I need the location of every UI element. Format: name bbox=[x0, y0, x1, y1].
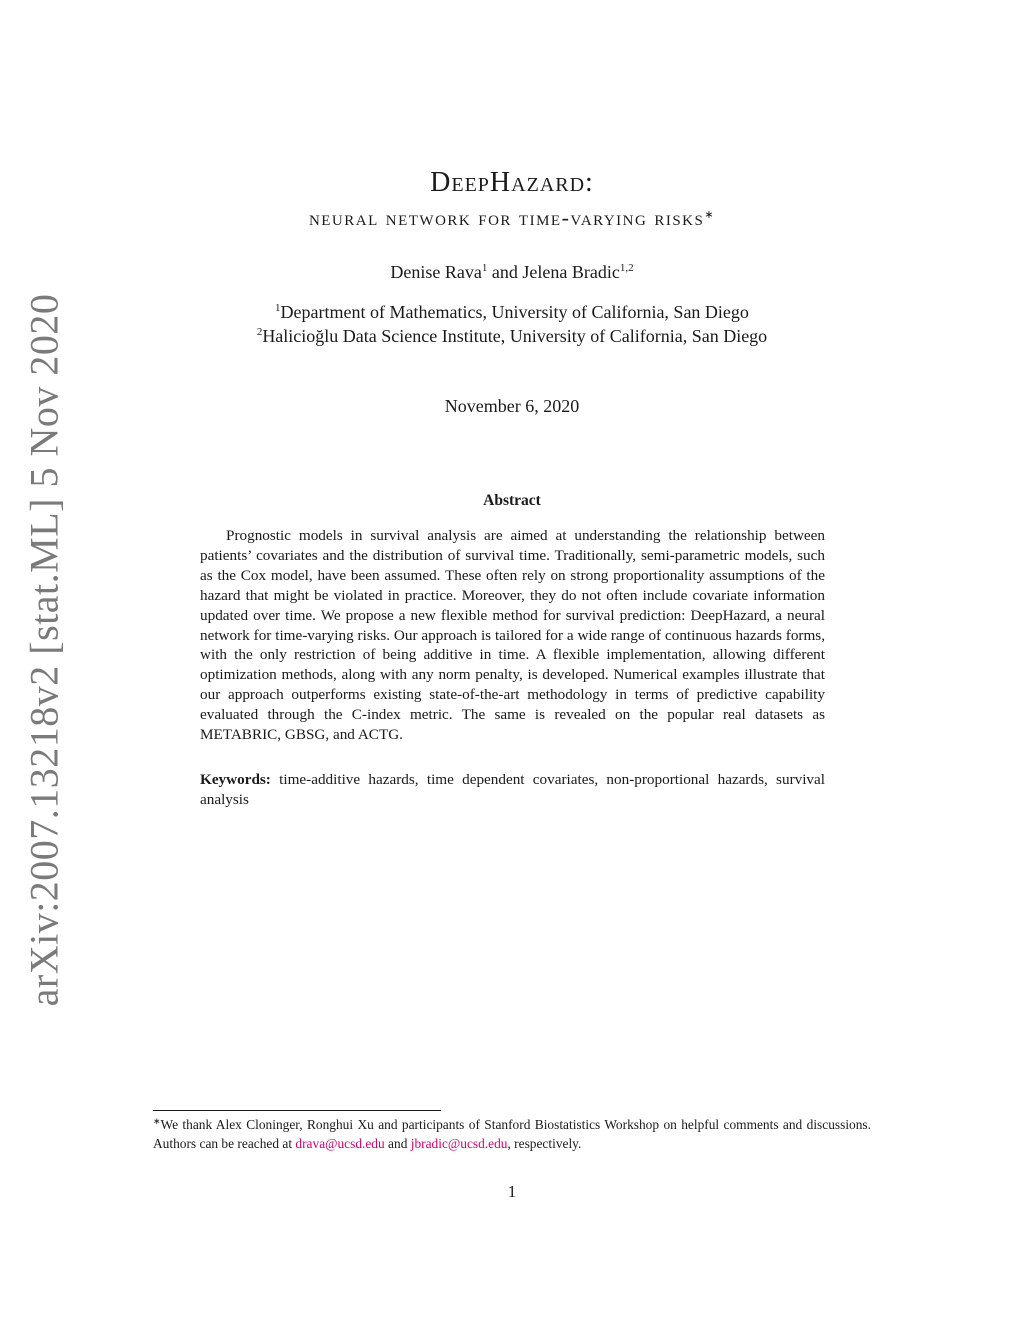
abstract-body: Prognostic models in survival analysis are aimed at understanding the relationship between patients’ covariates and the distribution of survival time. Traditionally, semi-parametric models, such as the Cox model, have been assumed. These often rely on strong proportionality assumptions of the hazard that might be violated in practice. Moreover, they do not often include covariate information updated over time. We propose a new flexible method for survival prediction: DeepHazard, a neural network for time-varying risks. Our approach is tailored for a wide range of continuous hazards forms, with the only restriction of being additive in time. A flexible implementation, allowing different optimization methods, along with any norm penalty, is developed. Numerical examples illustrate that our approach outperforms existing state-of-the-art methodology in terms of predictive capability evaluated through the C-index metric. The same is revealed on the popular real datasets as METABRIC, GBSG, and ACTG. bbox=[200, 527, 825, 744]
author-affiliation-mark: 1 bbox=[481, 262, 488, 274]
abstract-heading: Abstract bbox=[483, 492, 541, 509]
affiliation-text: Halicioğlu Data Science Institute, University of California, San Diego bbox=[262, 326, 768, 346]
affiliation bbox=[0, 326, 1024, 347]
arxiv-identifier-stamp: arXiv:2007.13218v2 [stat.ML] 5 Nov 2020 bbox=[21, 293, 67, 1007]
page-number: 1 bbox=[507, 1182, 517, 1201]
author-list bbox=[0, 262, 1024, 283]
keywords-text: time-additive hazards, time dependent covariates, non-proportional hazards, survival analysis bbox=[200, 771, 825, 808]
author-affiliation-mark: 1,2 bbox=[619, 262, 634, 274]
affiliation-text: Department of Mathematics, University of California, San Diego bbox=[280, 302, 749, 322]
footnote-tail: , respectively. bbox=[507, 1136, 582, 1151]
affiliation-mark: 1 bbox=[275, 302, 281, 314]
footnote bbox=[153, 1115, 871, 1153]
publication-date: November 6, 2020 bbox=[444, 396, 580, 416]
author-conjunction: and bbox=[487, 262, 523, 282]
paper-subtitle bbox=[0, 205, 1024, 231]
title-footnote-mark: ∗ bbox=[704, 209, 716, 221]
paper-title: DeepHazard: bbox=[430, 167, 594, 198]
paper-subtitle-text: neural network for time-varying risks bbox=[308, 205, 705, 230]
affiliation bbox=[0, 302, 1024, 323]
keywords-label: Keywords: bbox=[200, 771, 271, 788]
footnote-mark: ∗ bbox=[153, 1116, 161, 1126]
footnote-text: We thank Alex Cloninger, Ronghui Xu and participants of Stanford Biostatistics Workshop on helpful comments and discussions. Authors can be reached at bbox=[153, 1117, 871, 1151]
keywords bbox=[200, 770, 825, 810]
footnote-and: and bbox=[384, 1136, 411, 1151]
author-name: Jelena Bradic bbox=[522, 262, 620, 282]
affiliation-mark: 2 bbox=[256, 326, 263, 338]
footnote-divider bbox=[153, 1110, 441, 1111]
email-link-drava[interactable]: drava@ucsd.edu bbox=[295, 1136, 385, 1151]
email-link-jbradic[interactable]: jbradic@ucsd.edu bbox=[410, 1136, 508, 1151]
author-name: Denise Rava bbox=[390, 262, 482, 282]
